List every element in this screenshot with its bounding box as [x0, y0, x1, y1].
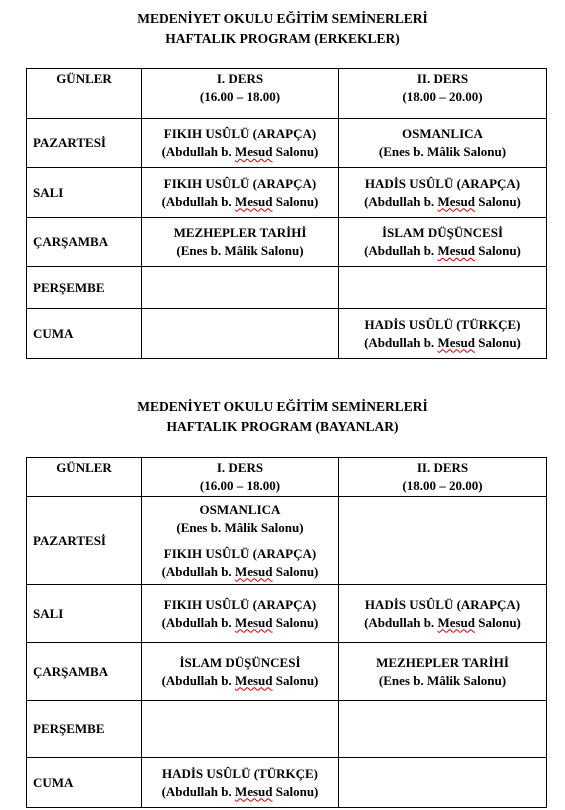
day-label: PERŞEMBE: [27, 701, 142, 758]
lesson2-cell: [339, 701, 547, 758]
course-hall: [142, 193, 338, 211]
lesson2-header: [339, 458, 547, 497]
lesson1-cell: [142, 218, 339, 267]
course-hall: [142, 783, 338, 801]
day-row: [27, 497, 547, 585]
lesson2-cell: [339, 309, 547, 359]
day-label: PAZARTESİ: [27, 119, 142, 168]
course-hall: [339, 614, 546, 632]
hall-text-marked: Mesud: [234, 563, 273, 579]
lesson1-cell: [142, 497, 339, 585]
lesson1-time: (16.00 – 18.00): [199, 89, 281, 104]
course-hall: [339, 143, 546, 161]
course-hall: [142, 242, 338, 260]
course-name: FIKIH USÛLÜ (ARAPÇA): [163, 126, 317, 141]
course-name: İSLAM DÜŞÜNCESİ: [382, 225, 503, 240]
hall-text-start: (Abdullah b.: [161, 672, 235, 688]
hall-text-start: (Abdullah b.: [161, 144, 235, 159]
hall-text-start: (Abdullah b.: [364, 614, 438, 630]
course-hall: [142, 519, 338, 537]
title-line-2: HAFTALIK PROGRAM (BAYANLAR): [166, 419, 399, 434]
lesson1-name: I. DERS: [216, 460, 264, 475]
lesson1-cell: [142, 119, 339, 168]
day-row: [27, 643, 547, 701]
hall-text-end: Salonu): [475, 614, 521, 630]
course-name: OSMANLICA: [402, 126, 483, 141]
lesson2-time: (18.00 – 20.00): [402, 478, 483, 493]
day-row: [27, 758, 547, 808]
lesson1-cell: [142, 758, 339, 808]
hall-text-end: Salonu): [272, 783, 319, 799]
lesson2-cell: [339, 585, 547, 643]
hall-text-marked: Mesud: [437, 614, 475, 630]
day-row: [27, 119, 547, 168]
lesson2-cell: [339, 168, 547, 218]
lesson2-name: II. DERS: [416, 460, 469, 475]
day-label: ÇARŞAMBA: [27, 218, 142, 267]
hall-text-marked: Mesud: [234, 672, 273, 688]
hall-text-marked: Mesud: [234, 614, 273, 630]
course-name: MEZHEPLER TARİHİ: [376, 654, 509, 670]
days-header: GÜNLER: [27, 458, 142, 497]
lesson1-header: [142, 69, 339, 119]
days-header: GÜNLER: [27, 69, 142, 119]
day-row: [27, 701, 547, 758]
course-hall: [142, 143, 338, 161]
header-row: [27, 458, 547, 497]
day-label: CUMA: [27, 309, 142, 359]
hall-text-start: (Abdullah b.: [364, 334, 438, 350]
lesson2-time: (18.00 – 20.00): [402, 89, 483, 104]
hall-text-start: (Abdullah b.: [161, 783, 235, 799]
hall-text-start: (Abdullah b.: [161, 193, 235, 209]
day-row: [27, 168, 547, 218]
lesson1-cell: [142, 168, 339, 218]
day-label: SALI: [27, 585, 142, 643]
hall-text-start: (Enes b. Mâlik Salonu): [176, 243, 304, 258]
title-line-1: MEDENİYET OKULU EĞİTİM SEMİNERLERİ: [137, 399, 428, 414]
lesson2-cell: [339, 758, 547, 808]
hall-text-start: (Abdullah b.: [161, 614, 235, 630]
course-name: HADİS USÛLÜ (TÜRKÇE): [161, 765, 319, 781]
hall-text-start: (Abdullah b.: [364, 243, 438, 258]
hall-text-start: (Enes b. Mâlik Salonu): [378, 672, 507, 688]
program-title-women: [0, 397, 565, 437]
course-hall: [339, 193, 546, 211]
lesson2-name: II. DERS: [416, 71, 469, 86]
hall-text-end: Salonu): [475, 193, 521, 209]
hall-text-start: (Abdullah b.: [161, 563, 235, 579]
day-label: CUMA: [27, 758, 142, 808]
course-name: HADİS USÛLÜ (ARAPÇA): [364, 596, 521, 612]
program-title-men: [0, 9, 565, 49]
hall-text-marked: Mesud: [437, 243, 475, 258]
hall-text-marked: Mesud: [234, 193, 273, 209]
title-line-1: MEDENİYET OKULU EĞİTİM SEMİNERLERİ: [137, 11, 428, 26]
course-hall: [339, 242, 546, 260]
lesson1-cell: [142, 701, 339, 758]
lesson1-cell: [142, 585, 339, 643]
header-row: [27, 69, 547, 119]
day-row: [27, 309, 547, 359]
lesson2-cell: [339, 497, 547, 585]
day-label: SALI: [27, 168, 142, 218]
course-name: İSLAM DÜŞÜNCESİ: [179, 654, 301, 670]
hall-text-end: Salonu): [272, 614, 319, 630]
course-hall: [142, 672, 338, 690]
course-name: MEZHEPLER TARİHİ: [173, 225, 307, 240]
lesson1-header: [142, 458, 339, 497]
hall-text-end: Salonu): [272, 144, 319, 159]
hall-text-marked: Mesud: [234, 783, 273, 799]
course-name: HADİS USÛLÜ (ARAPÇA): [364, 175, 521, 191]
lesson1-time: (16.00 – 18.00): [199, 478, 281, 493]
course-hall: [339, 672, 546, 690]
lesson2-cell: [339, 218, 547, 267]
day-row: [27, 267, 547, 309]
schedule-table-men: [26, 68, 547, 359]
course-name: HADİS USÛLÜ (TÜRKÇE): [364, 316, 521, 332]
course-name: FIKIH USÛLÜ (ARAPÇA): [163, 596, 317, 612]
lesson2-cell: [339, 643, 547, 701]
day-row: [27, 585, 547, 643]
hall-text-marked: Mesud: [437, 193, 475, 209]
hall-text-marked: Mesud: [234, 144, 273, 159]
lesson1-cell: [142, 309, 339, 359]
hall-text-end: Salonu): [272, 672, 319, 688]
lesson2-cell: [339, 119, 547, 168]
day-row: [27, 218, 547, 267]
day-label: PAZARTESİ: [27, 497, 142, 585]
course-name: FIKIH USÛLÜ (ARAPÇA): [163, 545, 317, 561]
hall-text-end: Salonu): [475, 334, 521, 350]
lesson2-header: [339, 69, 547, 119]
lesson1-cell: [142, 643, 339, 701]
hall-text-end: Salonu): [475, 243, 521, 258]
lesson1-name: I. DERS: [216, 71, 264, 86]
schedule-table-women: [26, 457, 547, 808]
course-hall: [142, 614, 338, 632]
lesson2-cell: [339, 267, 547, 309]
day-label: PERŞEMBE: [27, 267, 142, 309]
hall-text-marked: Mesud: [437, 334, 475, 350]
course-hall: [142, 563, 338, 581]
course-name: OSMANLICA: [199, 501, 281, 517]
day-label: ÇARŞAMBA: [27, 643, 142, 701]
hall-text-end: Salonu): [272, 193, 319, 209]
hall-text-start: (Abdullah b.: [364, 193, 438, 209]
course-name: FIKIH USÛLÜ (ARAPÇA): [163, 175, 317, 191]
hall-text-start: (Enes b. Mâlik Salonu): [176, 519, 304, 535]
course-hall: [339, 334, 546, 352]
lesson1-cell: [142, 267, 339, 309]
lesson-gap: [142, 537, 338, 545]
title-line-2: HAFTALIK PROGRAM (ERKEKLER): [165, 31, 400, 46]
hall-text-start: (Enes b. Mâlik Salonu): [378, 144, 507, 159]
hall-text-end: Salonu): [272, 563, 319, 579]
